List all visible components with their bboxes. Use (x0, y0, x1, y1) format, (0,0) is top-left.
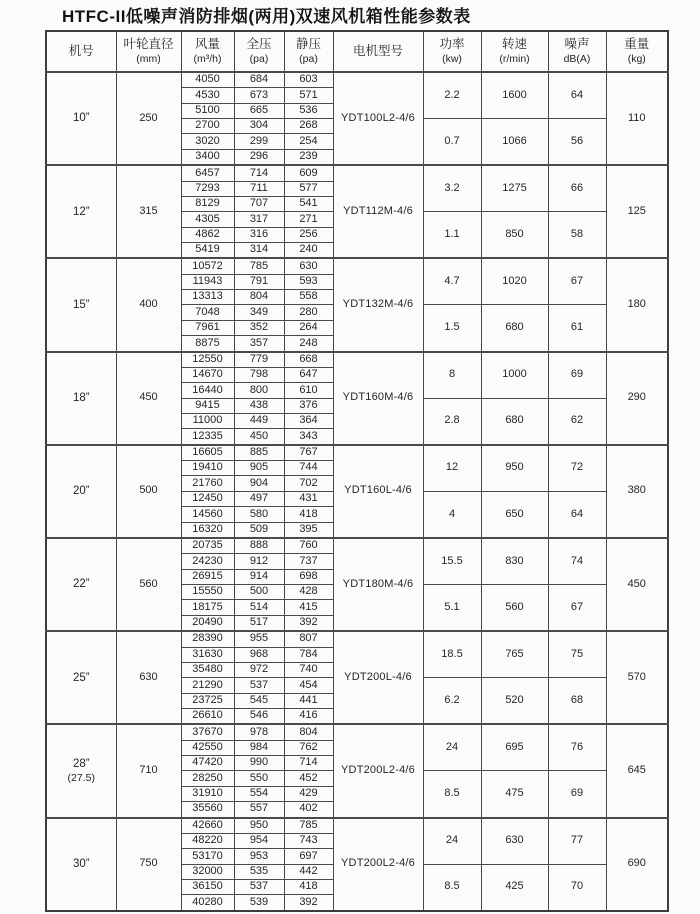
speed-cell: 830 (481, 538, 548, 585)
noise-cell: 68 (548, 678, 606, 725)
speed-cell: 560 (481, 585, 548, 632)
airflow-cell: 5100 (181, 103, 234, 118)
static-pressure-cell: 343 (284, 429, 333, 445)
airflow-cell: 4530 (181, 88, 234, 103)
total-pressure-cell: 914 (234, 569, 284, 584)
total-pressure-cell: 316 (234, 227, 284, 242)
impeller-diameter-cell: 400 (116, 258, 181, 351)
airflow-cell: 23725 (181, 693, 234, 708)
total-pressure-cell: 804 (234, 290, 284, 305)
fan-size-cell: 20” (46, 445, 116, 538)
noise-cell: 64 (548, 491, 606, 538)
total-pressure-cell: 684 (234, 72, 284, 88)
static-pressure-cell: 784 (284, 647, 333, 662)
airflow-cell: 21760 (181, 476, 234, 491)
total-pressure-cell: 711 (234, 181, 284, 196)
speed-cell: 1000 (481, 352, 548, 399)
speed-cell: 630 (481, 818, 548, 865)
total-pressure-cell: 554 (234, 786, 284, 801)
speed-cell: 680 (481, 305, 548, 352)
impeller-diameter-cell: 450 (116, 352, 181, 445)
impeller-diameter-cell: 250 (116, 72, 181, 165)
airflow-cell: 26610 (181, 708, 234, 724)
power-cell: 2.8 (423, 398, 481, 445)
motor-model-cell: YDT200L-4/6 (333, 631, 423, 724)
weight-cell: 645 (606, 724, 668, 817)
airflow-cell: 32000 (181, 864, 234, 879)
static-pressure-cell: 392 (284, 895, 333, 911)
static-pressure-cell: 239 (284, 149, 333, 165)
total-pressure-cell: 509 (234, 522, 284, 538)
static-pressure-cell: 240 (284, 243, 333, 259)
page-title: HTFC-II低噪声消防排烟(两用)双速风机箱性能参数表 (62, 7, 471, 26)
noise-cell: 62 (548, 398, 606, 445)
impeller-diameter-cell: 750 (116, 818, 181, 912)
fan-size-cell: 18” (46, 352, 116, 445)
total-pressure-cell: 972 (234, 662, 284, 677)
static-pressure-cell: 577 (284, 181, 333, 196)
static-pressure-cell: 737 (284, 554, 333, 569)
noise-cell: 70 (548, 864, 606, 911)
static-pressure-cell: 264 (284, 320, 333, 335)
speed-cell: 475 (481, 771, 548, 818)
speed-cell: 680 (481, 398, 548, 445)
airflow-cell: 7961 (181, 320, 234, 335)
motor-model-cell: YDT100L2-4/6 (333, 72, 423, 165)
table-body (46, 72, 668, 911)
total-pressure-cell: 517 (234, 615, 284, 631)
table-row (46, 258, 668, 274)
static-pressure-cell: 668 (284, 352, 333, 368)
airflow-cell: 42550 (181, 740, 234, 755)
static-pressure-cell: 429 (284, 786, 333, 801)
static-pressure-cell: 593 (284, 274, 333, 289)
airflow-cell: 14670 (181, 367, 234, 382)
noise-cell: 69 (548, 352, 606, 399)
total-pressure-cell: 539 (234, 895, 284, 911)
total-pressure-cell: 546 (234, 708, 284, 724)
table-row (46, 724, 668, 740)
total-pressure-cell: 990 (234, 756, 284, 771)
static-pressure-cell: 785 (284, 818, 333, 834)
noise-cell: 66 (548, 165, 606, 212)
impeller-diameter-cell: 315 (116, 165, 181, 258)
column-header: 风量 (m³/h) (181, 31, 234, 72)
table-row (46, 538, 668, 554)
airflow-cell: 42660 (181, 818, 234, 834)
power-cell: 4.7 (423, 258, 481, 305)
airflow-cell: 36150 (181, 879, 234, 894)
column-header: 噪声 dB(A) (548, 31, 606, 72)
static-pressure-cell: 452 (284, 771, 333, 786)
total-pressure-cell: 798 (234, 367, 284, 382)
column-header: 电机型号 (333, 31, 423, 72)
static-pressure-cell: 609 (284, 165, 333, 181)
noise-cell: 58 (548, 212, 606, 259)
fan-size-cell: 22” (46, 538, 116, 631)
noise-cell: 75 (548, 631, 606, 678)
airflow-cell: 16320 (181, 522, 234, 538)
static-pressure-cell: 610 (284, 383, 333, 398)
table-header-row (46, 31, 668, 72)
airflow-cell: 13313 (181, 290, 234, 305)
fan-size-cell: 28” (27.5) (46, 724, 116, 817)
fan-size-cell: 30” (46, 818, 116, 912)
total-pressure-cell: 299 (234, 134, 284, 149)
airflow-cell: 7293 (181, 181, 234, 196)
static-pressure-cell: 428 (284, 585, 333, 600)
static-pressure-cell: 268 (284, 119, 333, 134)
table-row (46, 352, 668, 368)
airflow-cell: 20735 (181, 538, 234, 554)
noise-cell: 61 (548, 305, 606, 352)
table-row (46, 72, 668, 88)
total-pressure-cell: 352 (234, 320, 284, 335)
airflow-cell: 47420 (181, 756, 234, 771)
speed-cell: 650 (481, 491, 548, 538)
static-pressure-cell: 702 (284, 476, 333, 491)
total-pressure-cell: 984 (234, 740, 284, 755)
total-pressure-cell: 905 (234, 461, 284, 476)
static-pressure-cell: 442 (284, 864, 333, 879)
airflow-cell: 4050 (181, 72, 234, 88)
airflow-cell: 20490 (181, 615, 234, 631)
motor-model-cell: YDT180M-4/6 (333, 538, 423, 631)
table-row (46, 818, 668, 834)
weight-cell: 290 (606, 352, 668, 445)
column-header: 转速 (r/min) (481, 31, 548, 72)
power-cell: 12 (423, 445, 481, 492)
total-pressure-cell: 438 (234, 398, 284, 413)
total-pressure-cell: 296 (234, 149, 284, 165)
total-pressure-cell: 950 (234, 818, 284, 834)
static-pressure-cell: 376 (284, 398, 333, 413)
total-pressure-cell: 545 (234, 693, 284, 708)
total-pressure-cell: 953 (234, 849, 284, 864)
airflow-cell: 31910 (181, 786, 234, 801)
static-pressure-cell: 271 (284, 212, 333, 227)
airflow-cell: 9415 (181, 398, 234, 413)
static-pressure-cell: 760 (284, 538, 333, 554)
airflow-cell: 53170 (181, 849, 234, 864)
power-cell: 4 (423, 491, 481, 538)
power-cell: 1.1 (423, 212, 481, 259)
total-pressure-cell: 954 (234, 833, 284, 848)
weight-cell: 380 (606, 445, 668, 538)
weight-cell: 110 (606, 72, 668, 165)
static-pressure-cell: 697 (284, 849, 333, 864)
impeller-diameter-cell: 710 (116, 724, 181, 817)
static-pressure-cell: 740 (284, 662, 333, 677)
fan-size-cell: 10” (46, 72, 116, 165)
static-pressure-cell: 714 (284, 756, 333, 771)
motor-model-cell: YDT160L-4/6 (333, 445, 423, 538)
total-pressure-cell: 885 (234, 445, 284, 461)
airflow-cell: 48220 (181, 833, 234, 848)
speed-cell: 765 (481, 631, 548, 678)
airflow-cell: 24230 (181, 554, 234, 569)
static-pressure-cell: 415 (284, 600, 333, 615)
speed-cell: 425 (481, 864, 548, 911)
airflow-cell: 8875 (181, 336, 234, 352)
total-pressure-cell: 304 (234, 119, 284, 134)
airflow-cell: 2700 (181, 119, 234, 134)
airflow-cell: 10572 (181, 258, 234, 274)
static-pressure-cell: 698 (284, 569, 333, 584)
column-header: 叶轮直径 (mm) (116, 31, 181, 72)
static-pressure-cell: 254 (284, 134, 333, 149)
total-pressure-cell: 779 (234, 352, 284, 368)
speed-cell: 1275 (481, 165, 548, 212)
static-pressure-cell: 431 (284, 491, 333, 506)
total-pressure-cell: 978 (234, 724, 284, 740)
fan-size-cell: 12” (46, 165, 116, 258)
speed-cell: 1066 (481, 119, 548, 166)
power-cell: 18.5 (423, 631, 481, 678)
impeller-diameter-cell: 630 (116, 631, 181, 724)
static-pressure-cell: 536 (284, 103, 333, 118)
table-row (46, 631, 668, 647)
total-pressure-cell: 673 (234, 88, 284, 103)
noise-cell: 72 (548, 445, 606, 492)
total-pressure-cell: 535 (234, 864, 284, 879)
airflow-cell: 3400 (181, 149, 234, 165)
power-cell: 0.7 (423, 119, 481, 166)
column-header: 机号 (46, 31, 116, 72)
airflow-cell: 31630 (181, 647, 234, 662)
power-cell: 1.5 (423, 305, 481, 352)
static-pressure-cell: 402 (284, 802, 333, 818)
static-pressure-cell: 392 (284, 615, 333, 631)
airflow-cell: 35560 (181, 802, 234, 818)
total-pressure-cell: 955 (234, 631, 284, 647)
airflow-cell: 28250 (181, 771, 234, 786)
weight-cell: 125 (606, 165, 668, 258)
static-pressure-cell: 364 (284, 414, 333, 429)
static-pressure-cell: 256 (284, 227, 333, 242)
speed-cell: 1020 (481, 258, 548, 305)
static-pressure-cell: 743 (284, 833, 333, 848)
airflow-cell: 12335 (181, 429, 234, 445)
noise-cell: 67 (548, 585, 606, 632)
static-pressure-cell: 248 (284, 336, 333, 352)
fan-size-cell: 15” (46, 258, 116, 351)
airflow-cell: 12450 (181, 491, 234, 506)
airflow-cell: 16605 (181, 445, 234, 461)
noise-cell: 69 (548, 771, 606, 818)
column-header: 功率 (kw) (423, 31, 481, 72)
static-pressure-cell: 454 (284, 678, 333, 693)
noise-cell: 76 (548, 724, 606, 771)
airflow-cell: 35480 (181, 662, 234, 677)
weight-cell: 180 (606, 258, 668, 351)
static-pressure-cell: 541 (284, 196, 333, 211)
airflow-cell: 11943 (181, 274, 234, 289)
weight-cell: 690 (606, 818, 668, 912)
total-pressure-cell: 714 (234, 165, 284, 181)
total-pressure-cell: 707 (234, 196, 284, 211)
airflow-cell: 14560 (181, 507, 234, 522)
power-cell: 8.5 (423, 771, 481, 818)
column-header: 重量 (kg) (606, 31, 668, 72)
noise-cell: 67 (548, 258, 606, 305)
static-pressure-cell: 571 (284, 88, 333, 103)
airflow-cell: 28390 (181, 631, 234, 647)
power-cell: 6.2 (423, 678, 481, 725)
motor-model-cell: YDT160M-4/6 (333, 352, 423, 445)
weight-cell: 450 (606, 538, 668, 631)
weight-cell: 570 (606, 631, 668, 724)
speed-cell: 850 (481, 212, 548, 259)
total-pressure-cell: 580 (234, 507, 284, 522)
airflow-cell: 5419 (181, 243, 234, 259)
impeller-diameter-cell: 500 (116, 445, 181, 538)
column-header: 全压 (pa) (234, 31, 284, 72)
total-pressure-cell: 785 (234, 258, 284, 274)
airflow-cell: 21290 (181, 678, 234, 693)
static-pressure-cell: 603 (284, 72, 333, 88)
total-pressure-cell: 450 (234, 429, 284, 445)
static-pressure-cell: 416 (284, 708, 333, 724)
total-pressure-cell: 557 (234, 802, 284, 818)
power-cell: 3.2 (423, 165, 481, 212)
airflow-cell: 16440 (181, 383, 234, 398)
airflow-cell: 6457 (181, 165, 234, 181)
table-row (46, 165, 668, 181)
airflow-cell: 37670 (181, 724, 234, 740)
static-pressure-cell: 744 (284, 461, 333, 476)
total-pressure-cell: 449 (234, 414, 284, 429)
motor-model-cell: YDT112M-4/6 (333, 165, 423, 258)
airflow-cell: 18175 (181, 600, 234, 615)
noise-cell: 77 (548, 818, 606, 865)
airflow-cell: 19410 (181, 461, 234, 476)
total-pressure-cell: 904 (234, 476, 284, 491)
noise-cell: 74 (548, 538, 606, 585)
motor-model-cell: YDT132M-4/6 (333, 258, 423, 351)
static-pressure-cell: 418 (284, 507, 333, 522)
airflow-cell: 8129 (181, 196, 234, 211)
power-cell: 24 (423, 724, 481, 771)
power-cell: 5.1 (423, 585, 481, 632)
static-pressure-cell: 767 (284, 445, 333, 461)
power-cell: 8.5 (423, 864, 481, 911)
total-pressure-cell: 497 (234, 491, 284, 506)
speed-cell: 1600 (481, 72, 548, 119)
total-pressure-cell: 550 (234, 771, 284, 786)
noise-cell: 64 (548, 72, 606, 119)
static-pressure-cell: 558 (284, 290, 333, 305)
static-pressure-cell: 807 (284, 631, 333, 647)
noise-cell: 56 (548, 119, 606, 166)
total-pressure-cell: 665 (234, 103, 284, 118)
speed-cell: 520 (481, 678, 548, 725)
fan-size-cell: 25” (46, 631, 116, 724)
motor-model-cell: YDT200L2-4/6 (333, 818, 423, 912)
power-cell: 24 (423, 818, 481, 865)
airflow-cell: 3020 (181, 134, 234, 149)
static-pressure-cell: 630 (284, 258, 333, 274)
total-pressure-cell: 800 (234, 383, 284, 398)
total-pressure-cell: 537 (234, 879, 284, 894)
power-cell: 2.2 (423, 72, 481, 119)
static-pressure-cell: 647 (284, 367, 333, 382)
total-pressure-cell: 500 (234, 585, 284, 600)
spec-table (45, 30, 669, 912)
total-pressure-cell: 314 (234, 243, 284, 259)
static-pressure-cell: 395 (284, 522, 333, 538)
total-pressure-cell: 791 (234, 274, 284, 289)
power-cell: 15.5 (423, 538, 481, 585)
total-pressure-cell: 537 (234, 678, 284, 693)
static-pressure-cell: 762 (284, 740, 333, 755)
total-pressure-cell: 349 (234, 305, 284, 320)
airflow-cell: 11000 (181, 414, 234, 429)
static-pressure-cell: 804 (284, 724, 333, 740)
airflow-cell: 15550 (181, 585, 234, 600)
speed-cell: 695 (481, 724, 548, 771)
airflow-cell: 26915 (181, 569, 234, 584)
airflow-cell: 40280 (181, 895, 234, 911)
total-pressure-cell: 357 (234, 336, 284, 352)
airflow-cell: 12550 (181, 352, 234, 368)
speed-cell: 950 (481, 445, 548, 492)
static-pressure-cell: 441 (284, 693, 333, 708)
column-header: 静压 (pa) (284, 31, 333, 72)
airflow-cell: 4305 (181, 212, 234, 227)
table-row (46, 445, 668, 461)
static-pressure-cell: 280 (284, 305, 333, 320)
motor-model-cell: YDT200L2-4/6 (333, 724, 423, 817)
total-pressure-cell: 514 (234, 600, 284, 615)
airflow-cell: 7048 (181, 305, 234, 320)
total-pressure-cell: 912 (234, 554, 284, 569)
static-pressure-cell: 418 (284, 879, 333, 894)
airflow-cell: 4862 (181, 227, 234, 242)
total-pressure-cell: 317 (234, 212, 284, 227)
total-pressure-cell: 968 (234, 647, 284, 662)
impeller-diameter-cell: 560 (116, 538, 181, 631)
total-pressure-cell: 888 (234, 538, 284, 554)
power-cell: 8 (423, 352, 481, 399)
